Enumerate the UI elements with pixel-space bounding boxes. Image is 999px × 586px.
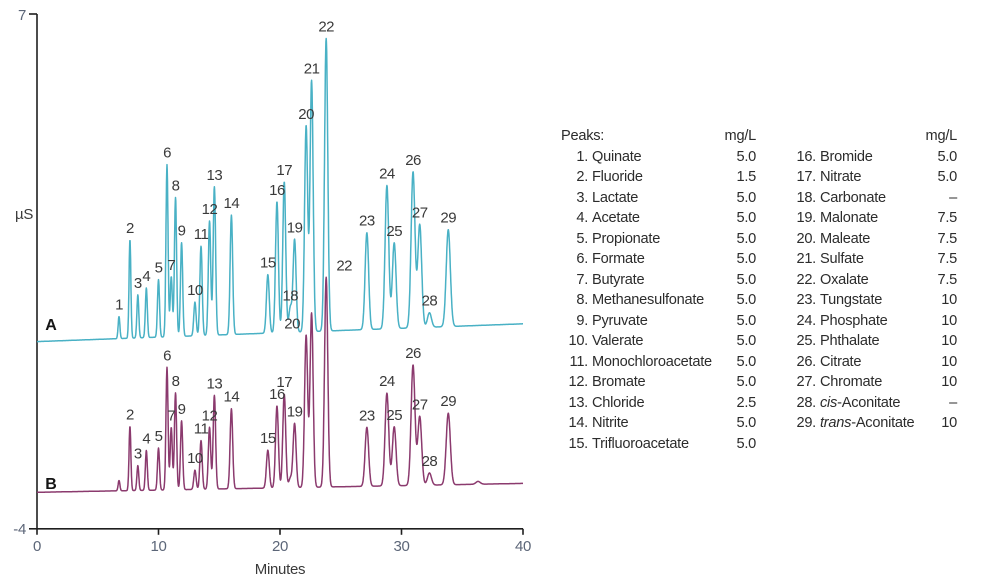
x-tick-label: 0 xyxy=(32,537,42,555)
peak-number: 7. xyxy=(576,271,588,288)
peak-concentration: 7.5 xyxy=(937,210,957,226)
legend-row xyxy=(558,311,756,332)
peak-name: Propionate xyxy=(592,230,661,247)
peak-number: 20. xyxy=(796,230,816,247)
peak-label-a-25: 25 xyxy=(386,222,403,240)
peak-name: Carbonate xyxy=(820,189,886,206)
peak-label-a-6: 6 xyxy=(163,144,171,162)
legend-row xyxy=(558,167,756,188)
x-tick-label: 40 xyxy=(514,537,532,555)
peak-label-b-15: 15 xyxy=(260,430,276,448)
peak-name: Maleate xyxy=(820,230,871,247)
peak-name: Nitrite xyxy=(592,415,629,431)
peak-label-a-7: 7 xyxy=(167,256,176,274)
peak-name: Formate xyxy=(592,251,645,267)
peak-concentration: 10 xyxy=(941,353,957,370)
peak-label-a-19: 19 xyxy=(286,219,303,237)
peak-label-a-13: 13 xyxy=(206,166,223,184)
peak-label-b-27: 27 xyxy=(411,396,428,414)
legend-row xyxy=(558,147,756,168)
legend-row xyxy=(786,311,957,332)
legend-row xyxy=(558,372,756,393)
x-axis-title: Minutes xyxy=(254,560,306,578)
peak-name: Malonate xyxy=(820,210,879,226)
peak-concentration: 10 xyxy=(941,333,957,349)
peak-name: Acetate xyxy=(592,210,640,226)
peak-label-b-28: 28 xyxy=(421,452,438,470)
peak-label-a-10: 10 xyxy=(187,282,203,300)
peak-label-a-9: 9 xyxy=(177,222,186,240)
peak-concentration: 7.5 xyxy=(937,251,957,267)
peak-number: 14. xyxy=(568,415,588,431)
peak-label-b-8: 8 xyxy=(171,372,180,390)
peak-label-a-2: 2 xyxy=(126,219,134,237)
trace-b-label: B xyxy=(45,476,57,493)
legend-row xyxy=(786,249,957,270)
peak-concentration: 5.0 xyxy=(736,210,756,226)
peak-number: 15. xyxy=(568,435,588,452)
peak-concentration: 5.0 xyxy=(736,271,756,288)
peak-number: 13. xyxy=(568,394,588,411)
peak-number: 9. xyxy=(576,312,588,329)
peak-label-a-23: 23 xyxy=(359,212,375,230)
peak-label-b-5: 5 xyxy=(154,427,163,445)
peak-name: cis-Aconitate xyxy=(820,394,901,411)
peak-label-a-15: 15 xyxy=(260,254,276,272)
y-max-label: 7 xyxy=(17,7,26,24)
peak-label-b-11: 11 xyxy=(193,420,209,438)
legend-row xyxy=(786,208,957,229)
legend-row xyxy=(786,167,957,188)
x-tick-label: 10 xyxy=(150,537,167,555)
legend-column-2 xyxy=(786,126,957,434)
peak-concentration: 5.0 xyxy=(937,169,957,185)
peak-label-b-9: 9 xyxy=(177,400,186,418)
legend-row xyxy=(786,413,957,434)
peak-label-a-22: 22 xyxy=(318,18,335,36)
peak-label-b-3: 3 xyxy=(133,445,142,463)
peak-concentration: 5.0 xyxy=(736,251,756,267)
peak-number: 4. xyxy=(576,210,588,226)
peak-concentration: 5.0 xyxy=(736,292,756,308)
legend-row xyxy=(786,188,957,209)
peak-label-a-26: 26 xyxy=(405,151,421,169)
peak-name: Trifluoroacetate xyxy=(592,435,689,452)
peak-name: Bromate xyxy=(592,374,646,390)
peak-label-b-29: 29 xyxy=(440,393,457,411)
legend-row xyxy=(558,249,756,270)
peak-name: trans-Aconitate xyxy=(820,415,915,431)
peak-concentration: 5.0 xyxy=(736,435,756,452)
peak-number: 12. xyxy=(568,374,588,390)
peak-concentration: 10 xyxy=(941,292,957,308)
peak-number: 19. xyxy=(796,210,816,226)
peak-concentration: 10 xyxy=(941,415,957,431)
peak-number: 27. xyxy=(796,374,816,390)
peak-concentration: 2.5 xyxy=(736,394,756,411)
peak-name: Chromate xyxy=(820,374,883,390)
peak-name: Phthalate xyxy=(820,333,880,349)
peak-label-b-25: 25 xyxy=(386,406,403,424)
peak-number: 16. xyxy=(796,148,816,165)
peak-name: Lactate xyxy=(592,189,639,206)
peak-number: 24. xyxy=(796,312,816,329)
peak-concentration: 5.0 xyxy=(736,189,756,206)
y-min-label: -4 xyxy=(13,520,26,538)
legend-row xyxy=(558,270,756,291)
peak-label-b-10: 10 xyxy=(187,450,203,468)
peak-label-a-5: 5 xyxy=(154,259,163,277)
peak-number: 18. xyxy=(796,189,816,206)
legend-row xyxy=(558,290,756,311)
peak-label-a-24: 24 xyxy=(379,165,395,183)
peak-name: Fluoride xyxy=(592,169,643,185)
legend-row xyxy=(786,393,957,414)
peak-label-b-24: 24 xyxy=(379,373,395,391)
peak-label-a-27: 27 xyxy=(411,204,428,222)
peak-label-a-28: 28 xyxy=(421,292,438,310)
peak-concentration: 5.0 xyxy=(736,230,756,247)
peak-name: Methanesulfonate xyxy=(592,292,705,308)
peak-number: 1. xyxy=(576,148,588,165)
peak-label-b-20: 20 xyxy=(284,315,300,333)
peak-label-b-23: 23 xyxy=(359,407,375,425)
peak-number: 6. xyxy=(576,251,588,267)
legend-row xyxy=(558,434,756,455)
peak-label-b-2: 2 xyxy=(126,406,134,424)
peak-number: 25. xyxy=(796,333,816,349)
peak-number: 22. xyxy=(796,271,816,288)
peak-label-b-19: 19 xyxy=(286,403,303,421)
legend-row xyxy=(558,229,756,250)
peak-concentration: 5.0 xyxy=(736,353,756,370)
peak-concentration: 5.0 xyxy=(736,148,756,165)
peak-label-a-4: 4 xyxy=(142,267,151,285)
peak-concentration: – xyxy=(949,394,957,411)
peak-name: Sulfate xyxy=(820,251,864,267)
peak-label-b-22: 22 xyxy=(336,257,353,275)
x-tick-label: 30 xyxy=(393,537,410,555)
legend-row xyxy=(558,188,756,209)
peak-concentration: 5.0 xyxy=(736,374,756,390)
peak-number: 23. xyxy=(796,292,816,308)
peak-concentration: 5.0 xyxy=(736,333,756,349)
peak-number: 5. xyxy=(576,230,588,247)
peak-name: Phosphate xyxy=(820,312,888,329)
peak-number: 29. xyxy=(796,415,816,431)
peak-label-a-14: 14 xyxy=(223,195,240,213)
peak-number: 26. xyxy=(796,353,816,370)
peak-label-a-1: 1 xyxy=(115,296,123,314)
peak-label-b-4: 4 xyxy=(142,430,151,448)
peak-label-b-12: 12 xyxy=(201,407,218,425)
peak-concentration: 5.0 xyxy=(736,312,756,329)
peak-label-b-16: 16 xyxy=(269,386,285,404)
peak-concentration: 7.5 xyxy=(937,271,957,288)
legend-row xyxy=(786,372,957,393)
peak-label-a-21: 21 xyxy=(303,60,320,78)
peak-concentration: 10 xyxy=(941,312,957,329)
peak-name: Nitrate xyxy=(820,169,862,185)
peak-name: Tungstate xyxy=(820,292,883,308)
peak-number: 10. xyxy=(568,333,588,349)
legend-row xyxy=(786,147,957,168)
peak-name: Valerate xyxy=(592,333,644,349)
peak-concentration: – xyxy=(949,189,957,206)
peak-label-a-29: 29 xyxy=(440,209,457,227)
peak-label-b-14: 14 xyxy=(223,388,240,406)
legend-row xyxy=(558,393,756,414)
trace-a-label: A xyxy=(45,317,57,334)
peak-number: 2. xyxy=(576,169,588,185)
peak-label-a-18: 18 xyxy=(282,287,299,305)
peak-label-a-3: 3 xyxy=(133,274,142,292)
peak-label-b-6: 6 xyxy=(163,347,171,365)
legend-unit-header: mg/L xyxy=(724,128,756,144)
legend-row xyxy=(558,352,756,373)
peak-label-a-12: 12 xyxy=(201,201,218,219)
peak-concentration: 5.0 xyxy=(736,415,756,431)
legend-row xyxy=(786,270,957,291)
legend-row xyxy=(786,331,957,352)
peak-name: Bromide xyxy=(820,148,873,165)
peak-label-a-8: 8 xyxy=(171,177,180,195)
peak-label-b-13: 13 xyxy=(206,375,223,393)
x-tick-label: 20 xyxy=(271,537,289,555)
peak-label-a-17: 17 xyxy=(276,161,293,179)
legend-header xyxy=(558,126,756,147)
legend-row xyxy=(558,413,756,434)
peak-label-b-26: 26 xyxy=(405,345,421,363)
peak-label-a-20: 20 xyxy=(298,105,314,123)
peak-concentration: 5.0 xyxy=(937,148,957,165)
peak-concentration: 10 xyxy=(941,374,957,390)
legend-row xyxy=(558,208,756,229)
peak-name: Citrate xyxy=(820,353,862,370)
legend-row xyxy=(786,229,957,250)
peak-number: 3. xyxy=(576,189,588,206)
peak-number: 11. xyxy=(569,353,588,370)
peak-concentration: 1.5 xyxy=(736,169,756,185)
peak-label-a-11: 11 xyxy=(193,226,209,244)
peak-concentration: 7.5 xyxy=(937,230,957,247)
peak-label-b-17: 17 xyxy=(276,374,293,392)
legend-row xyxy=(786,290,957,311)
legend-unit-header: mg/L xyxy=(925,128,957,144)
peak-name: Monochloroacetate xyxy=(592,353,712,370)
peak-number: 21. xyxy=(796,251,816,267)
legend-column-1 xyxy=(558,126,756,454)
peak-name: Oxalate xyxy=(820,271,869,288)
peak-name: Butyrate xyxy=(592,271,645,288)
legend-row xyxy=(786,352,957,373)
y-axis-title: µS xyxy=(15,206,34,223)
legend-title: Peaks: xyxy=(561,128,605,144)
peak-number: 8. xyxy=(576,292,588,308)
peak-label-b-7: 7 xyxy=(167,407,176,425)
peak-name: Chloride xyxy=(592,394,645,411)
legend-header xyxy=(786,126,957,147)
legend-row xyxy=(558,331,756,352)
peak-name: Quinate xyxy=(592,148,642,165)
peak-label-a-16: 16 xyxy=(269,181,285,199)
peak-name: Pyruvate xyxy=(592,312,648,329)
peak-number: 28. xyxy=(796,394,816,411)
peak-number: 17. xyxy=(796,169,816,185)
